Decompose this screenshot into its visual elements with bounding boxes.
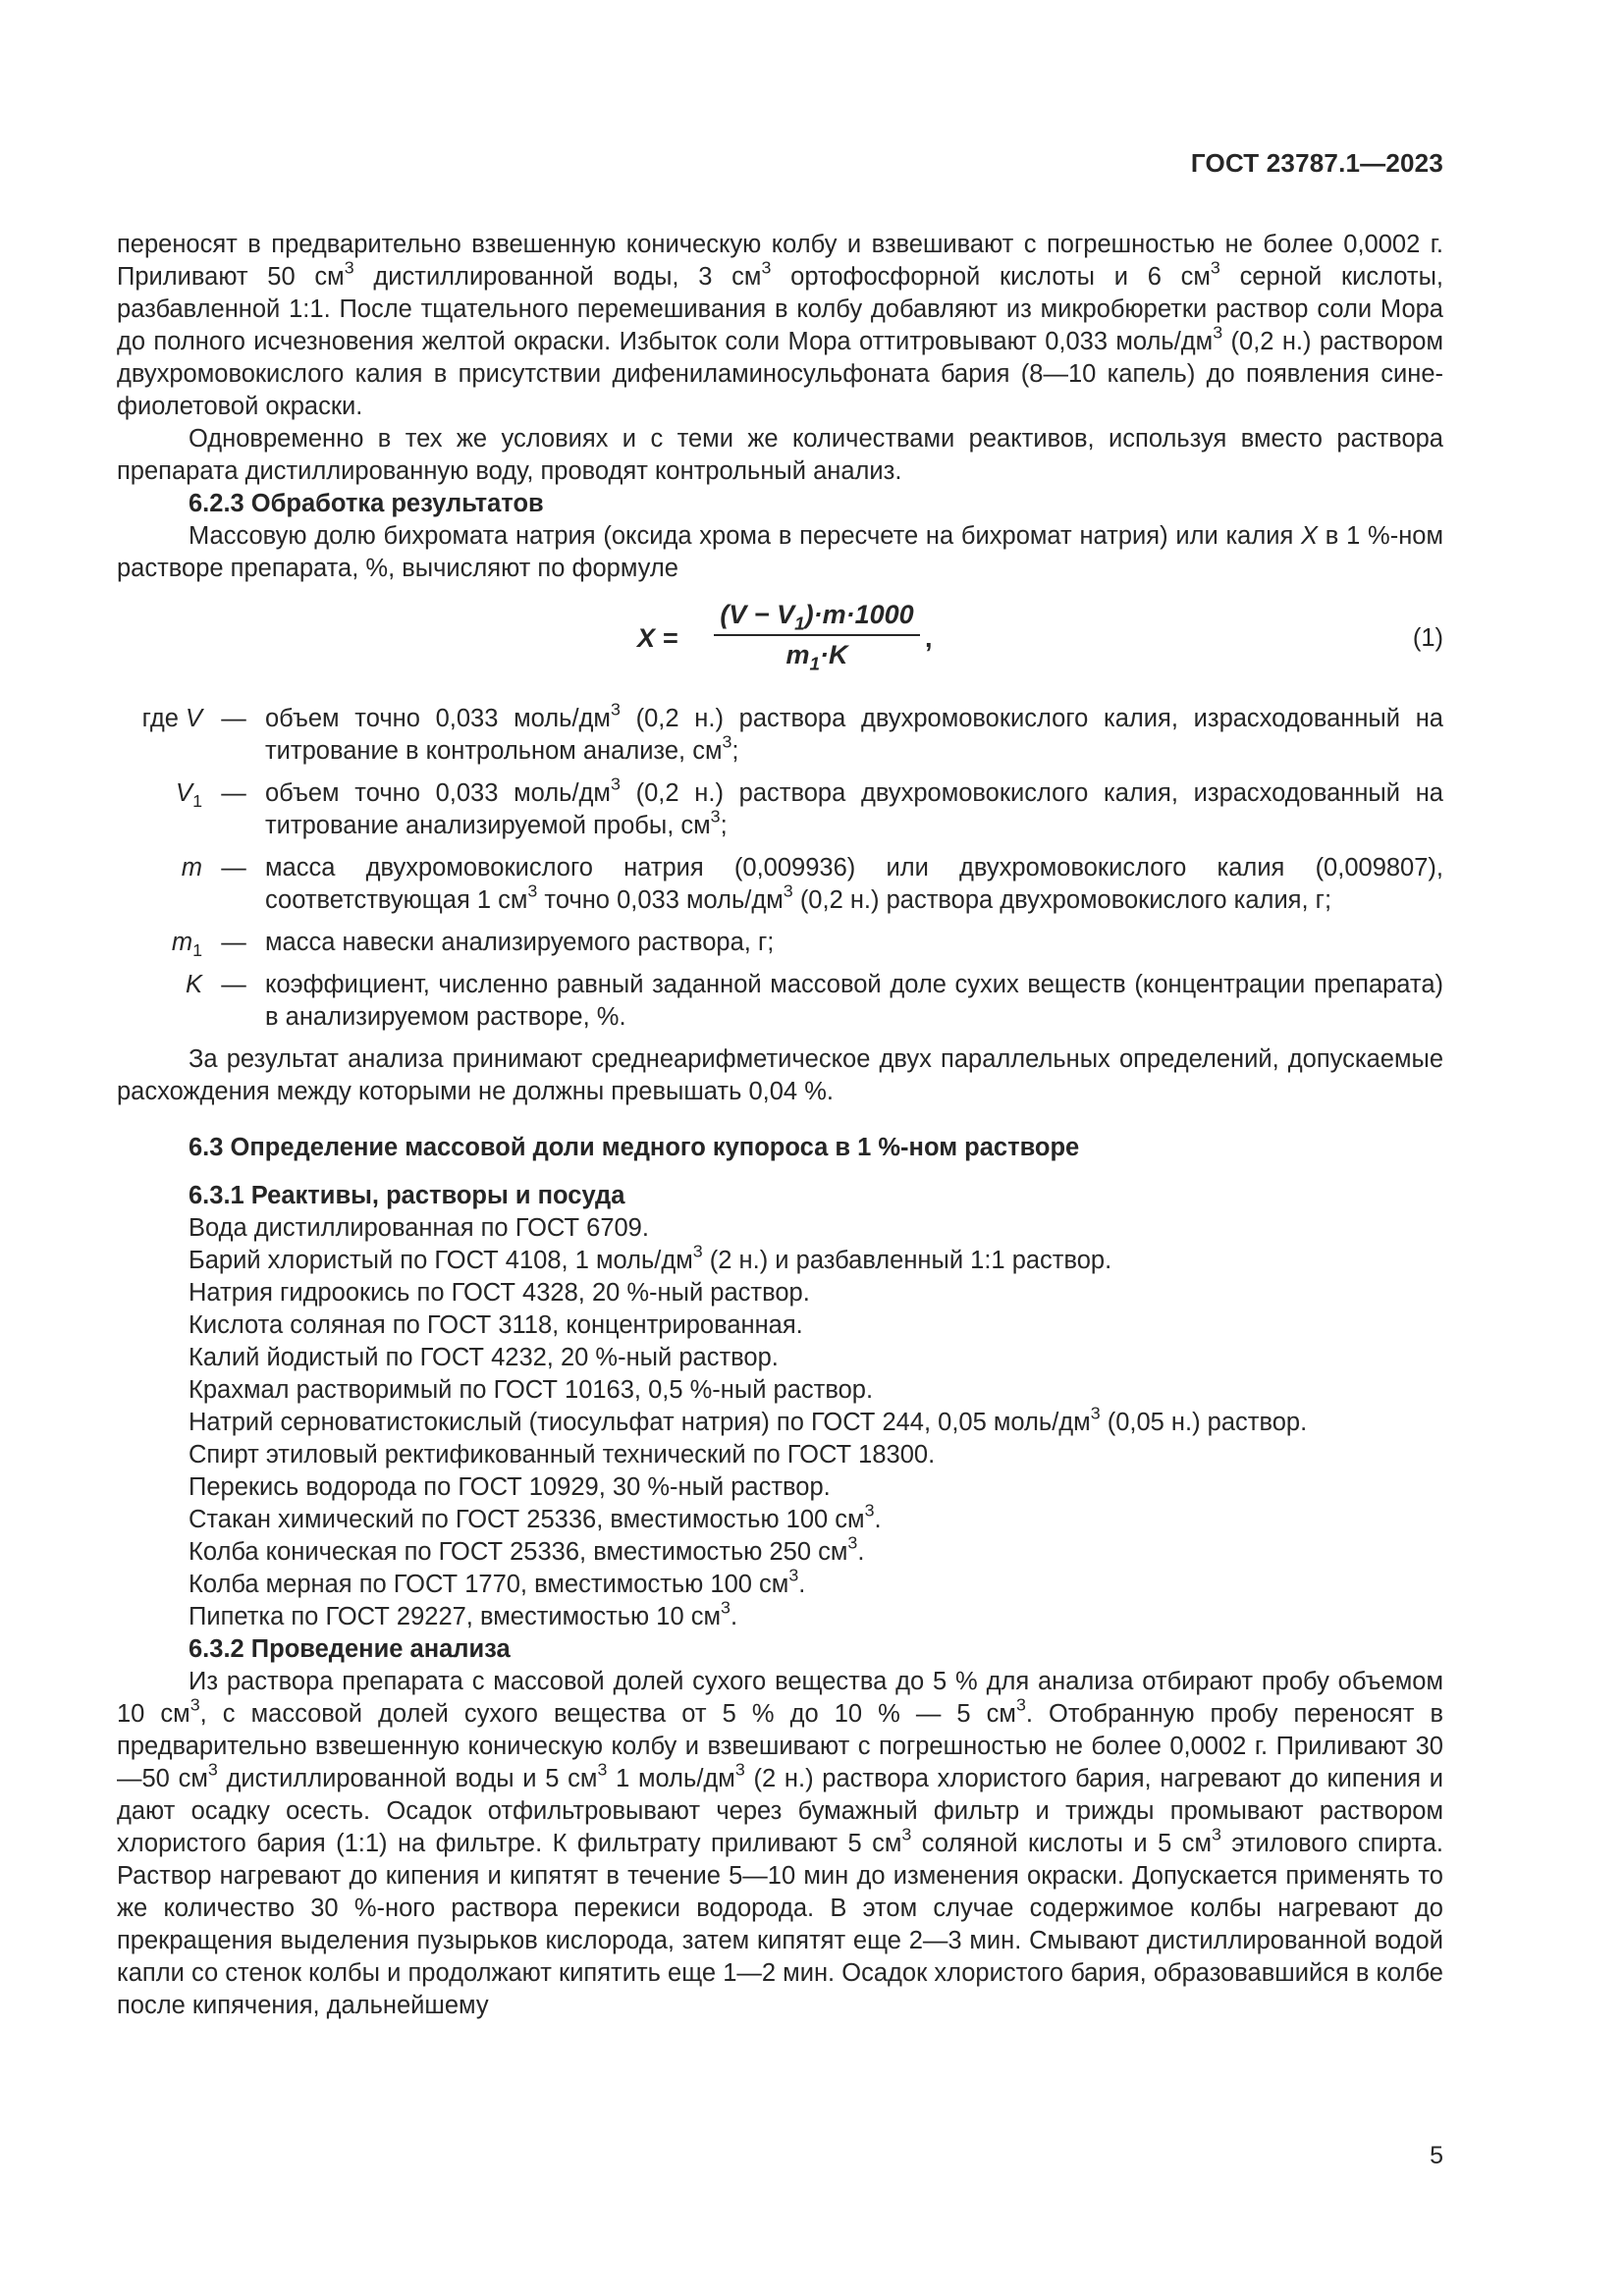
result-paragraph: За результат анализа принимают среднеарифметическое двух параллельных определений, допускаемые расхождения между которыми не должны превышать 0,04 %. [117,1045,1443,1105]
definition-symbol: $m_1$ [171,929,202,961]
definition-text: объем точно 0,033 моль/$дм^3$ (0,2 н.) раствора двухромовокислого калия, израсходованный на титрование анализируемой пробы, $см^3$; [265,774,1443,839]
list-item: Кислота соляная по ГОСТ 3118, концентрированная. [189,1311,803,1339]
list-item: Натрий серноватистокислый (тиосульфат натрия) по ГОСТ 244, 0,05 моль/$дм^3$ (0,05 н.) раствор. [189,1403,1308,1436]
list-item: Натрия гидроокись по ГОСТ 4328, 20 %-ный раствор. [189,1279,810,1307]
formula-fraction [714,599,920,675]
definition-text: объем точно 0,033 моль/$дм^3$ (0,2 н.) раствора двухромовокислого калия, израсходованный на титрование в контрольном анализе, $см^3$; [265,699,1443,765]
section-63-heading: 6.3 Определение массовой доли медного купороса в 1 %-ном растворе [189,1134,1080,1161]
intro-paragraph: переносят в предварительно взвешенную коническую колбу и взвешивают с погрешностью не более 0,0002 г. Приливают 50 $см^3$ дистиллированной воды, 3 $см^3$ ортофосфорной кислоты и 6 $см^3$ серной кислоты, разбавленной 1:1. После тщательного перемешивания в колбу добавляют из микробюретки раствор соли Мора до полного исчезновения желтой окраски. Избыток соли Мора оттитровывают 0,033 моль/$дм^3$ (0,2 н.) раствором двухромовокислого калия в присутствии дифениламиносульфоната бария (8—10 капель) до появления сине-фиолетовой окраски. [117,231,1444,420]
list-item: Колба мерная по ГОСТ 1770, вместимостью 100 $см^3$. [189,1565,806,1598]
list-item: Крахмал растворимый по ГОСТ 10163, 0,5 %-ный раствор. [189,1376,874,1404]
definition-item: $V_1$ — объем точно 0,033 моль/$дм^3$ (0,2 н.) раствора двухромовокислого калия, израсходованный на титрование анализируемой пробы, $см^3$; [117,777,1443,842]
definitions-list [117,699,1443,1034]
definition-symbol: $V_1$ [176,779,202,812]
definition-item: m — масса двухромовокислого натрия (0,009936) или двухромовокислого калия (0,009807), соответствующая 1 $см^3$ точно 0,033 моль/$дм^3$ (0,2 н.) раствора двухромовокислого калия, г; [117,852,1443,917]
formula-numerator: $(V - V_1)\cdot m\cdot 1000$ [714,599,920,636]
definition-text: коэффициент, численно равный заданной массовой доле сухих веществ (концентрации препарата) в анализируемом растворе, %. [265,971,1443,1031]
definition-item: K — коэффициент, численно равный заданной массовой доле сухих веществ (концентрации препарата) в анализируемом растворе, %. [117,969,1443,1034]
page-content [117,229,1443,2022]
formula-number: (1) [1412,624,1443,652]
section-632-text: Из раствора препарата с массовой долей сухого вещества до 5 % для анализа отбирают пробу объемом 10 $см^3$, с массовой долей сухого вещества от 5 % до 10 % — 5 $см^3$. Отобранную пробу переносят в предварительно взвешенную коническую колбу и взвешивают с погрешностью не более 0,0002 г. Приливают 30—50 $см^3$ дистиллированной воды и 5 $см^3$ 1 моль/$дм^3$ (2 н.) раствора хлористого бария, нагревают до кипения и дают осадку осесть. Осадок отфильтровывают через бумажный фильтр и трижды промывают раствором хлористого бария (1:1) на фильтре. К фильтрату приливают 5 $см^3$ соляной кислоты и 5 $см^3$ этилового спирта. Раствор нагревают до кипения и кипятят в течение 5—10 мин до изменения окраски. Допускается применять то же количество 30 %-ного раствора перекиси водорода. В этом случае содержимое колбы нагревают до прекращения выделения пузырьков кислорода, затем кипятят еще 2—3 мин. Смывают дистиллированной водой капли со стенок колбы и продолжают кипятить еще 1—2 мин. Осадок хлористого бария, образовавшийся в колбе после кипячения, дальнейшему [117,1668,1444,2019]
formula-lhs: X = [637,623,678,653]
page-number: 5 [1430,2142,1443,2169]
document-header: ГОСТ 23787.1—2023 [1190,148,1443,178]
list-item: Вода дистиллированная по ГОСТ 6709. [189,1214,649,1242]
list-item: Калий йодистый по ГОСТ 4232, 20 %-ный раствор. [189,1344,779,1371]
list-item: Колба коническая по ГОСТ 25336, вместимостью 250 $см^3$. [189,1532,865,1566]
definition-symbol: K [185,971,202,998]
definition-symbol: где V [141,705,202,732]
list-item: Стакан химический по ГОСТ 25336, вместимостью 100 $см^3$. [189,1500,882,1533]
definition-item: $m_1$ — масса навески анализируемого раствора, г; [117,927,1443,959]
control-analysis-paragraph: Одновременно в тех же условиях и с теми же количествами реактивов, используя вместо раствора препарата дистиллированную воду, проводят контрольный анализ. [117,425,1443,485]
definition-symbol: m [181,854,202,881]
list-item: Пипетка по ГОСТ 29227, вместимостью 10 $см^3$. [189,1597,738,1630]
definition-text: масса навески анализируемого раствора, г; [265,929,775,956]
formula-denominator: $m_1\cdot K$ [785,640,848,675]
formula-block: X = $\frac{(V - V_1)\cdot m\cdot 1000}{m_1\cdot K}$ , (1) [637,600,1443,675]
section-631-heading: 6.3.1 Реактивы, растворы и посуда [189,1182,625,1209]
reagents-list [117,1212,1443,1633]
section-623-heading: 6.2.3 Обработка результатов [189,490,544,517]
definition-item: где V — объем точно 0,033 моль/$дм^3$ (0,2 н.) раствора двухромовокислого калия, израсходованный на титрование в контрольном анализе, $см^3$; [117,703,1443,768]
list-item: Барий хлористый по ГОСТ 4108, 1 моль/$дм^3$ (2 н.) и разбавленный 1:1 раствор. [189,1241,1112,1274]
list-item: Спирт этиловый ректификованный технический по ГОСТ 18300. [189,1441,936,1468]
list-item: Перекись водорода по ГОСТ 10929, 30 %-ный раствор. [189,1473,831,1501]
section-623-text: Массовую долю бихромата натрия (оксида хрома в пересчете на бихромат натрия) или калия X в 1 %-ном растворе препарата, %, вычисляют по формуле [117,522,1443,582]
definition-text: масса двухромовокислого натрия (0,009936) или двухромовокислого калия (0,009807), соответствующая 1 $см^3$ точно 0,033 моль/$дм^3$ (0,2 н.) раствора двухромовокислого калия, г; [265,854,1443,914]
section-632-heading: 6.3.2 Проведение анализа [189,1635,511,1663]
